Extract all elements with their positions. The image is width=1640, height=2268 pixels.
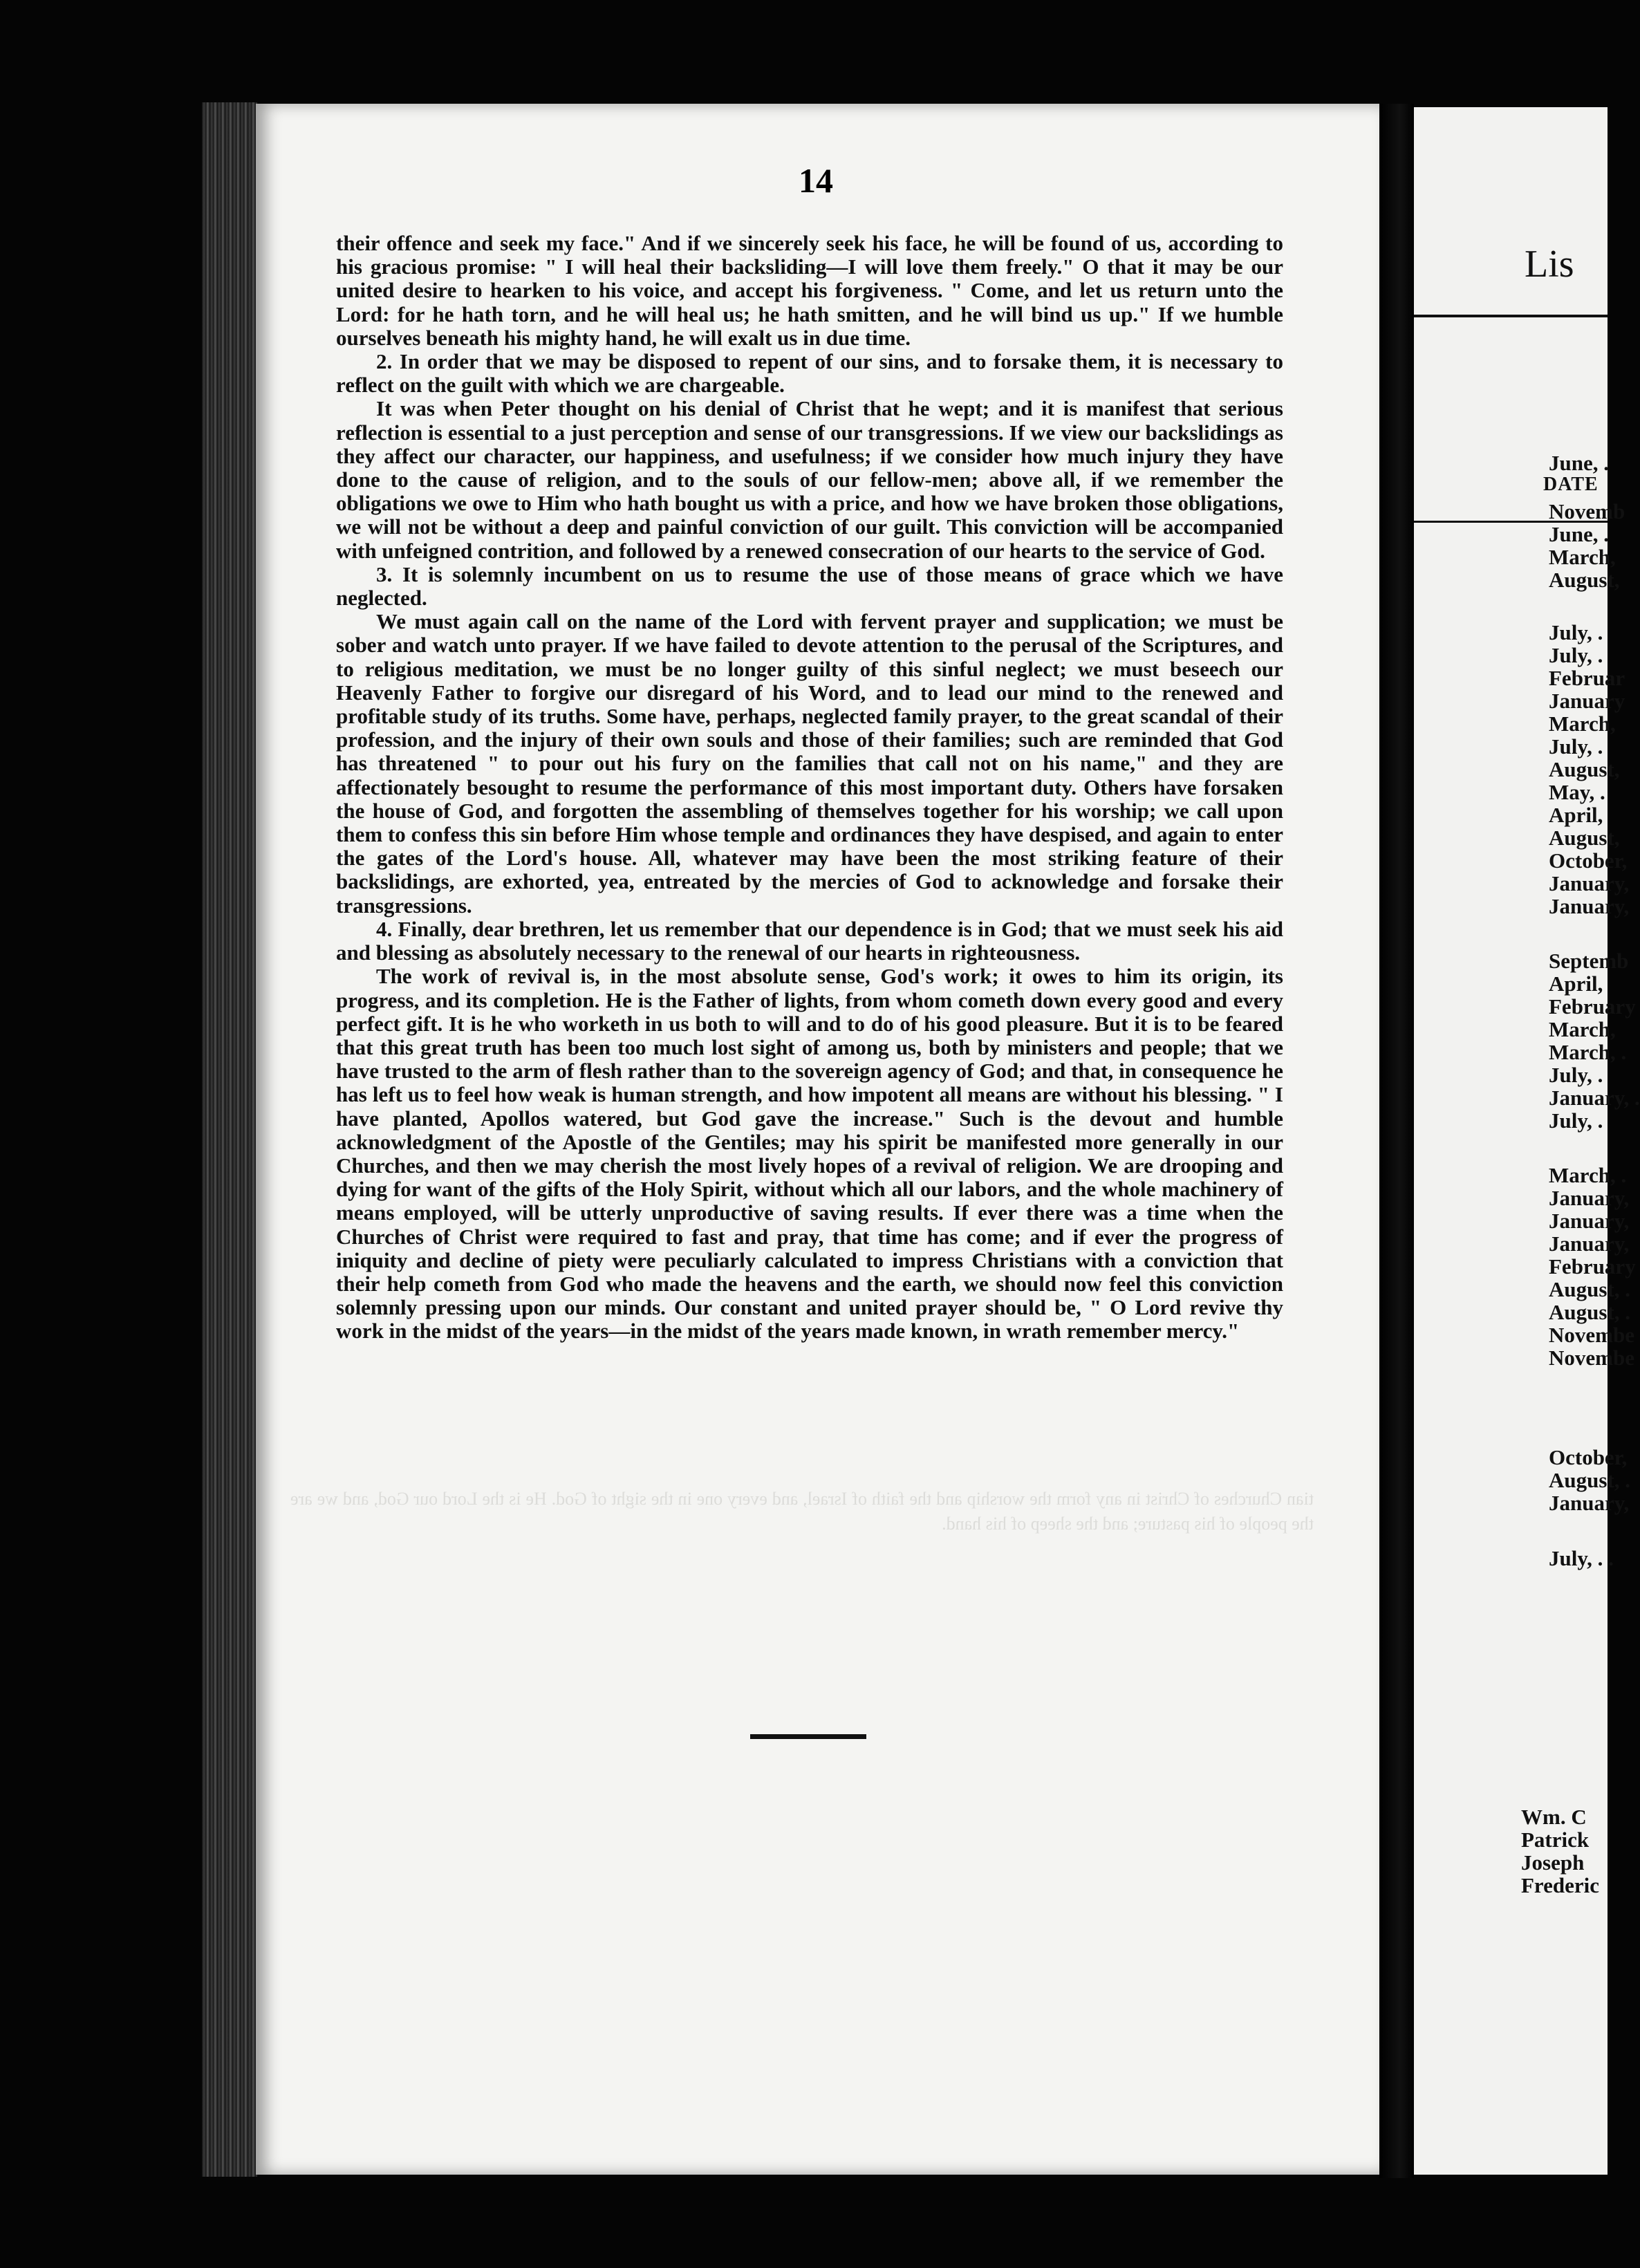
date-entry: May, . — [1549, 780, 1605, 804]
end-rule — [750, 1734, 866, 1739]
date-entry: January, — [1549, 1491, 1630, 1515]
paragraph: We must again call on the name of the Lord with fervent prayer and supplication; we must be sober and watch unto prayer. If we have failed to devote attention to the perusal of the Scriptures, and to religious meditation, we must be no longer guilty of this sinful neglect; we must beseech our Heavenly Father to forgive our disregard of his Word, and to lead our mind to the renewed and profitable study of its truths. Some have, perhaps, neglected family prayer, to the great scandal of their profession, and the injury of their own souls and those of their families; such are reminded that God has threatened " to pour out his fury on the families that call not on his name," and they are affectionately besought to resume the performance of this most important duty. Others have forsaken the house of God, and forgotten the assembling of themselves together for his worship; we call upon them to confess this sin before Him whose temple and ordinances they have despised, and again to enter the gates of the Lord's house. All, whatever may have been the most striking feature of their backslidings, are exhorted, yea, entreated by the mercies of God to acknowledge and forsake their transgressions. — [336, 609, 1283, 918]
date-entry: August, — [1549, 826, 1620, 850]
paragraph: It was when Peter thought on his denial of Christ that he wept; and it is manifest that serious reflection is essential to a just perception and sense of our transgressions. If we view our backslidings as they affect our character, our happiness, and usefulness; if we consider how much injury they have done to the cause of religion, and to the souls of our fellow-men; above all, if we remember the obligations we owe to Him who hath bought us with a price, and how we have broken those obligations, we will not be without a deep and painful conviction of our guilt. This conviction will be accompanied with unfeigned contrition, and followed by a renewed consecration of our hearts to the service of God. — [336, 396, 1283, 563]
gutter — [1379, 104, 1414, 2178]
date-entry: Novembe — [1549, 1323, 1634, 1347]
date-entry: January — [1549, 689, 1625, 713]
date-entry: Novemb — [1549, 499, 1625, 523]
date-entry: Februar — [1549, 666, 1625, 690]
page-number: 14 — [799, 161, 833, 200]
date-entry: April, — [1549, 803, 1603, 827]
name-entry: Wm. C — [1521, 1805, 1587, 1829]
date-entry: January, . — [1549, 1086, 1640, 1110]
table-top-rule — [1414, 315, 1608, 317]
name-entry: Patrick — [1521, 1828, 1590, 1852]
date-entry: July, . — [1549, 1108, 1603, 1133]
date-entry: August, — [1549, 568, 1620, 592]
right-page — [1414, 107, 1640, 2175]
date-entry: January, — [1549, 1209, 1630, 1233]
date-entry: January, — [1549, 1186, 1630, 1210]
date-entry: Novembe — [1549, 1346, 1634, 1370]
date-entry: August, . — [1549, 1300, 1631, 1324]
list-heading-fragment: Lis — [1525, 243, 1574, 286]
date-entry: January, — [1549, 1231, 1630, 1256]
date-entry: March, — [1549, 1017, 1616, 1041]
date-column-header: DATE — [1543, 474, 1599, 495]
date-entry: July, . — [1549, 643, 1603, 667]
body-text — [336, 232, 1283, 1344]
date-entry: Septemb — [1549, 949, 1629, 973]
date-entry: October, — [1549, 1445, 1628, 1469]
paragraph: 2. In order that we may be disposed to repent of our sins, and to forsake them, it is necessary to reflect on the guilt with which we are chargeable. — [336, 349, 1283, 398]
name-entry: Joseph — [1521, 1850, 1585, 1875]
date-entry: February — [1549, 1254, 1636, 1279]
bleed-through-text: tian Churches of Christ in any form the worship and the faith of Israel, and every one in the sight of God. He is the Lord our God, and we are the people of his pasture; and the sheep of his hand. — [290, 1489, 1314, 1534]
date-entry: January, — [1549, 871, 1630, 895]
date-entry: April, — [1549, 972, 1603, 996]
date-entry: March, . — [1549, 1163, 1627, 1187]
date-entry: January, — [1549, 894, 1630, 918]
date-entry: March, — [1549, 545, 1616, 569]
book-spine — [202, 102, 257, 2177]
date-entry: October, — [1549, 848, 1628, 873]
date-entry: July, . — [1549, 734, 1603, 759]
paragraph: 3. It is solemnly incumbent on us to resume the use of those means of grace which we have neglected. — [336, 561, 1283, 611]
date-entry: August, — [1549, 757, 1620, 781]
name-entry: Frederic — [1521, 1873, 1600, 1897]
paragraph: The work of revival is, in the most absolute sense, God's work; it owes to him its origin, its progress, and its completion. He is the Father of lights, from whom cometh down every good and every perfect gift. It is he who worketh in us both to will and to do of his good pleasure. But it is to be feared that this great truth has been too much lost sight of among us, both by ministers and people; that we have trusted to the arm of flesh rather than to the sovereign agency of God; and that, in consequence he has left us to feel how weak is human strength, and how impotent all means are without his blessing. " I have planted, Apollos watered, but God gave the increase." Such is the devout and humble acknowledgment of the Apostle of the Gentiles; may his spirit be manifested more generally in our Churches, and then we may cherish the most lively hopes of a revival of religion. We are drooping and dying for want of the gifts of the Holy Spirit, without which all our labors, and the whole machinery of means employed, will be utterly unproductive of saving results. If ever there was a time when the Churches of Christ were required to fast and pray, that time has come; and if ever the progress of iniquity and decline of piety were peculiarly calculated to impress Christians with a conviction that their help cometh from God who made the heavens and the earth, we should now feel this conviction solemnly pressing upon our minds. Our constant and united prayer should be, " O Lord revive thy work in the midst of the years—in the midst of the years made known, in wrath remember mercy." — [336, 964, 1283, 1344]
date-entry: August, . — [1549, 1277, 1631, 1301]
paragraph: 4. Finally, dear brethren, let us remember that our dependence is in God; that we must seek his aid and blessing as absolutely necessary to the renewal of our hearts in righteousness. — [336, 916, 1283, 965]
date-entry: July, . — [1549, 620, 1603, 644]
date-entry: June, . — [1549, 451, 1609, 475]
date-entry: February — [1549, 994, 1636, 1019]
date-entry: July, . — [1549, 1063, 1603, 1087]
date-entry: March, . — [1549, 1040, 1627, 1064]
date-entry: August, . — [1549, 1468, 1631, 1492]
paragraph: their offence and seek my face." And if we sincerely seek his face, he will be found of us, according to his gracious promise: " I will heal their backsliding—I will love them freely." O that it may be our united desire to hearken to his voice, and accept his forgiveness. " Come, and let us return unto the Lord: for he hath torn, and he will heal us; he hath smitten, and he will bind us up." If we humble ourselves beneath his mighty hand, he will exalt us in due time. — [336, 231, 1283, 350]
date-entry: June, . — [1549, 522, 1609, 546]
date-entry: July, . . — [1549, 1546, 1614, 1570]
date-entry: March, — [1549, 712, 1616, 736]
